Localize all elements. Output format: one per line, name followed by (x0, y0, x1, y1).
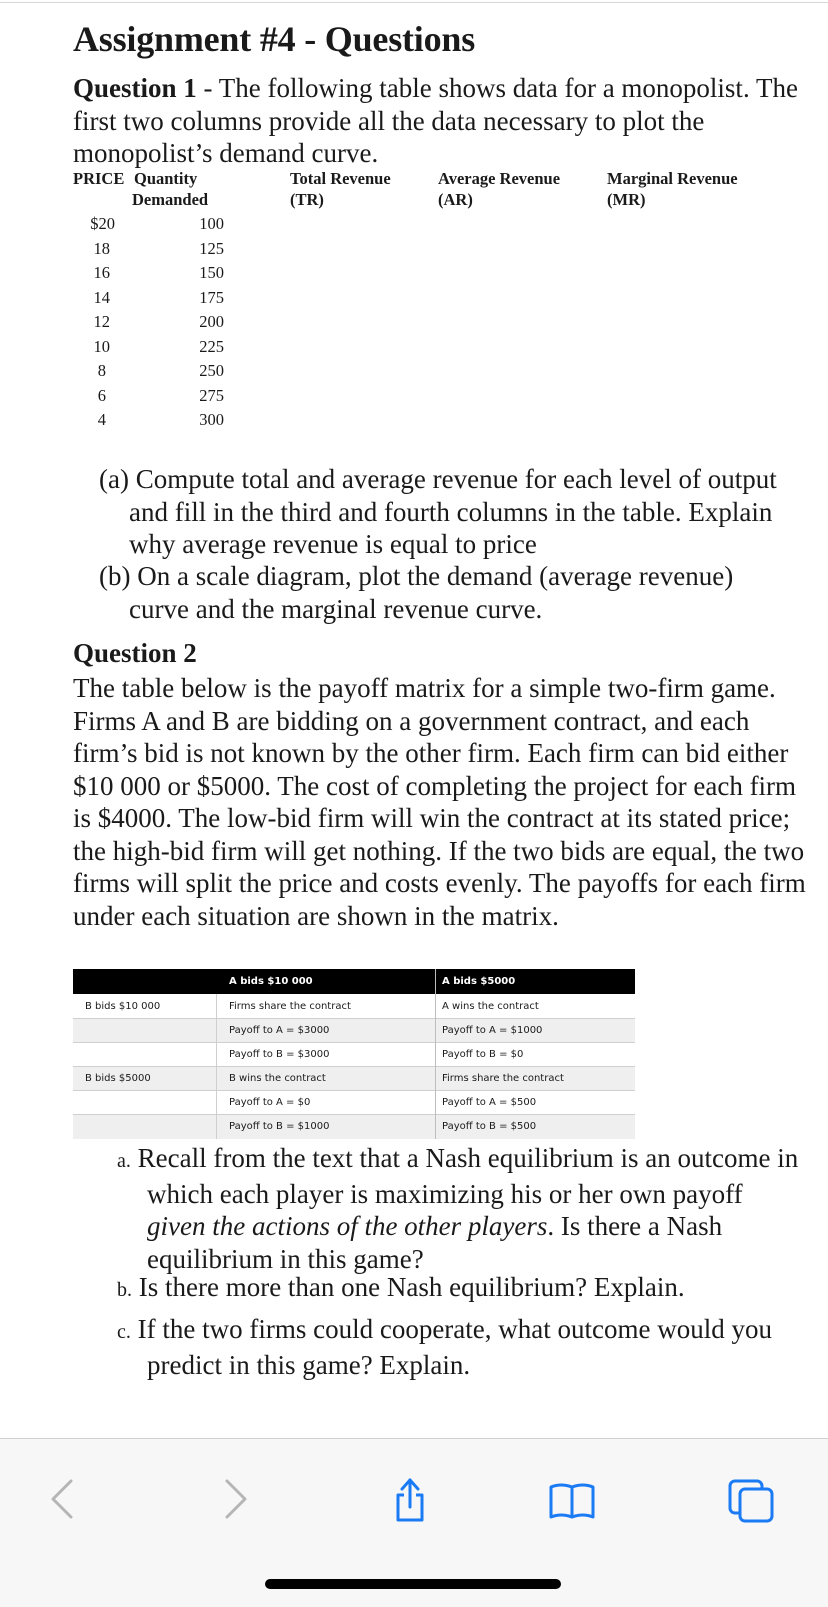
tabs-icon (724, 1469, 784, 1529)
matrix-cell: Payoff to B = $0 (442, 1049, 524, 1060)
quantity-cell: 300 (199, 410, 224, 429)
share-button[interactable] (380, 1469, 440, 1529)
mr-header-2: (MR) (607, 190, 646, 209)
quantity-cell: 275 (199, 386, 224, 405)
question1-part-a: (a) Compute total and average revenue for each level of output and fill in the third and fourth columns in the table. Explain why average revenue is equal to price (99, 464, 777, 559)
matrix-divider (216, 994, 217, 1139)
price-cell: $20 (90, 214, 115, 233)
matrix-cell: Payoff to B = $500 (442, 1121, 537, 1132)
part-a-text-2: . Is there a Nash equilibrium in this game? (147, 1211, 723, 1274)
price-cell: 8 (97, 361, 106, 380)
back-button[interactable] (33, 1469, 93, 1529)
matrix-cell: Payoff to A = $3000 (229, 1025, 330, 1036)
price-cell: 16 (93, 263, 110, 282)
chevron-right-icon (205, 1469, 265, 1529)
matrix-cell: Payoff to B = $3000 (229, 1049, 330, 1060)
part-a-italic: given the actions of the other players (147, 1211, 548, 1241)
chevron-left-icon (33, 1469, 93, 1529)
matrix-cell: Payoff to A = $1000 (442, 1025, 543, 1036)
question1-part-b: (b) On a scale diagram, plot the demand (average revenue) curve and the marginal revenue curve. (99, 561, 734, 624)
matrix-cell: Payoff to A = $0 (229, 1097, 311, 1108)
matrix-cell: Firms share the contract (229, 1001, 351, 1012)
matrix-row (73, 1090, 635, 1115)
matrix-divider (435, 969, 436, 1139)
question2-label: Question 2 (73, 638, 197, 668)
matrix-row (73, 1042, 635, 1067)
tr-header: Total Revenue (290, 169, 391, 188)
matrix-row-label: B bids $5000 (85, 1073, 151, 1084)
matrix-divider (73, 1018, 635, 1019)
price-cell: 14 (93, 288, 110, 307)
forward-button[interactable] (205, 1469, 265, 1529)
matrix-cell: A wins the contract (442, 1001, 539, 1012)
book-icon (542, 1469, 602, 1529)
price-cell: 10 (93, 337, 110, 356)
bookmarks-button[interactable] (542, 1469, 602, 1529)
quantity-header-2: Demanded (132, 190, 209, 209)
quantity-cell: 225 (199, 337, 224, 356)
top-divider (0, 2, 828, 3)
matrix-row (73, 1018, 635, 1043)
home-indicator (265, 1579, 561, 1589)
matrix-col-a5000: A bids $5000 (442, 976, 516, 987)
quantity-header: Quantity (134, 169, 198, 188)
matrix-row (73, 1114, 635, 1139)
question2-text: The table below is the payoff matrix for a simple two-firm game. Firms A and B are bidding on a government contract, and each firm’s bid is not known by the other firm. Each firm can bid either $10 000 or $5000. The cost of completing the project for each firm is $4000. The low-bid firm will win the contract at its stated price; the high-bid firm will get nothing. If the two bids are equal, the two firms will split the price and costs evenly. The payoffs for each firm under each situation are shown in the matrix. (73, 673, 806, 931)
quantity-cell: 200 (199, 312, 224, 331)
matrix-row-label: B bids $10 000 (85, 1001, 161, 1012)
tabs-button[interactable] (724, 1469, 784, 1529)
matrix-row (73, 994, 635, 1019)
page-title: Assignment #4 - Questions (73, 19, 476, 59)
question2-part-b (117, 1271, 807, 1307)
question1-label: Question 1 (73, 73, 197, 103)
part-a-text: Recall from the text that a Nash equilibrium is an outcome in which each player is maximizing his or her own payoff (137, 1143, 799, 1209)
matrix-divider (73, 1066, 635, 1067)
mr-header: Marginal Revenue (607, 169, 738, 188)
question2-part-c (117, 1313, 807, 1381)
part-b-label: b. (117, 1279, 132, 1301)
question1-intro (73, 72, 823, 170)
matrix-cell: Firms share the contract (442, 1073, 564, 1084)
matrix-divider (73, 1042, 635, 1043)
price-cell: 6 (97, 386, 106, 405)
tr-header-2: (TR) (290, 190, 324, 209)
matrix-divider (73, 1114, 635, 1115)
quantity-cell: 125 (199, 239, 224, 258)
matrix-header-row (73, 969, 635, 994)
price-cell: 12 (93, 312, 110, 331)
question1-text: - The following table shows data for a monopolist. The first two columns provide all the data necessary to plot the monopolist’s demand curve. (73, 73, 798, 168)
ar-header: Average Revenue (438, 169, 561, 188)
matrix-row (73, 1066, 635, 1091)
price-cell: 18 (93, 239, 110, 258)
matrix-cell: Payoff to B = $1000 (229, 1121, 330, 1132)
matrix-divider (73, 1090, 635, 1091)
matrix-cell: B wins the contract (229, 1073, 326, 1084)
part-c-label: c. (117, 1321, 131, 1343)
quantity-cell: 100 (199, 214, 224, 233)
matrix-col-a10000: A bids $10 000 (229, 976, 313, 987)
quantity-cell: 250 (199, 361, 224, 380)
part-c-text: If the two firms could cooperate, what outcome would you predict in this game? Explain. (137, 1314, 772, 1380)
question2-part-a (117, 1142, 807, 1275)
part-b-text: Is there more than one Nash equilibrium? Explain. (138, 1272, 685, 1302)
quantity-cell: 150 (199, 263, 224, 282)
matrix-cell: Payoff to A = $500 (442, 1097, 537, 1108)
share-icon (380, 1469, 440, 1529)
quantity-cell: 175 (199, 288, 224, 307)
part-a-label: a. (117, 1150, 131, 1172)
ar-header-2: (AR) (438, 190, 473, 209)
browser-toolbar (0, 1438, 828, 1607)
price-cell: 4 (97, 410, 106, 429)
price-header: PRICE (73, 169, 125, 188)
